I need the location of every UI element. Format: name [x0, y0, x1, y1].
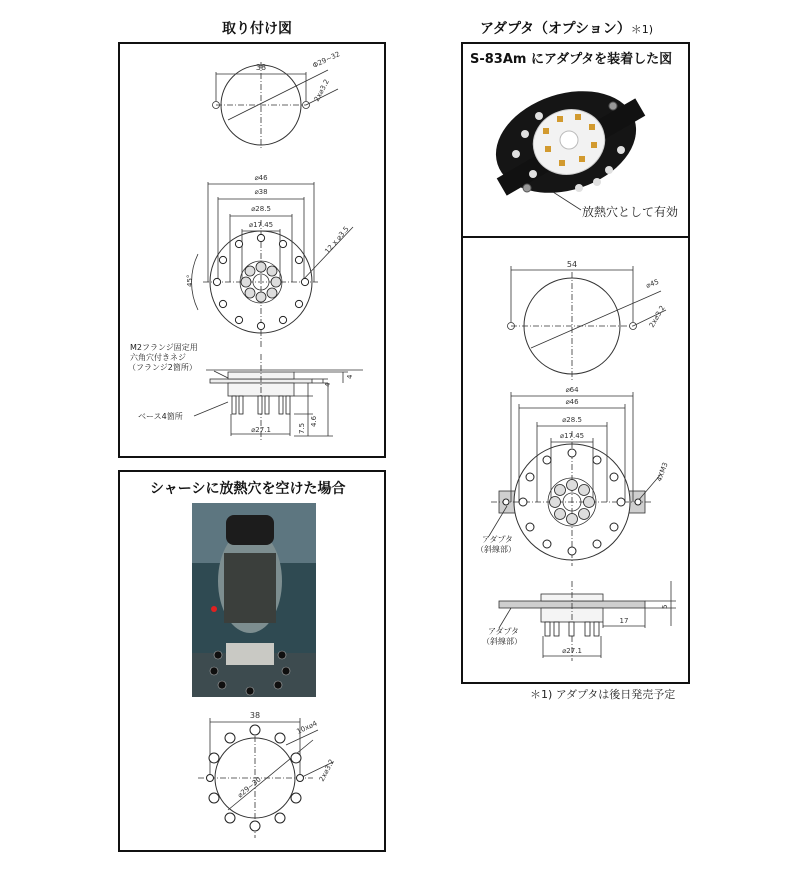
flange-note-2: 六角穴付きネジ — [130, 353, 186, 362]
adapter-mid-sub: （斜線部） — [476, 545, 516, 554]
mounting-title: 取り付け図 — [222, 21, 292, 37]
chassis-photo-led — [211, 606, 217, 612]
adapter-title — [480, 18, 653, 38]
adapter-top-view — [508, 266, 667, 381]
mounting-side-h2: 4 — [324, 382, 332, 387]
mounting-drawing — [118, 42, 386, 458]
chassis-holes2: 2x⌀3.2 — [317, 758, 337, 783]
mounting-mid-d1: ⌀46 — [254, 174, 268, 182]
chassis-drawing-lines — [198, 718, 333, 838]
mounting-side-pins — [232, 396, 290, 414]
mounting-side-d: ⌀27.1 — [251, 426, 271, 434]
adapter-top-holes: 2x⌀3.2 — [647, 304, 667, 329]
adapter-drawing — [461, 236, 690, 684]
mounting-top-view — [213, 62, 339, 148]
chassis-d: ⌀29~30 — [236, 775, 263, 800]
mounting-top-phi: Φ29~32 — [311, 50, 342, 70]
chassis-photo — [192, 503, 316, 697]
adapter-top-d: ⌀45 — [644, 277, 661, 290]
mounting-top-spacing: 38 — [255, 63, 267, 72]
mounting-mid-view — [192, 182, 353, 347]
adapter-title-text: アダプタ（オプション） — [480, 21, 631, 37]
adapter-side-d: ⌀27.1 — [562, 647, 582, 655]
adapter-mid-label: アダプタ — [482, 535, 513, 544]
adapter-photo-leader — [553, 192, 581, 210]
flange-note-1: M2フランジ固定用 — [130, 343, 198, 352]
mounting-mid-angle: 45° — [186, 274, 194, 287]
chassis-holes10: 10x⌀4 — [295, 719, 319, 736]
adapter-side-view — [499, 581, 676, 661]
adapter-side-w: 17 — [619, 617, 629, 625]
adapter-side-pins — [545, 622, 599, 636]
flange-note-3: （フランジ2箇所） — [128, 363, 197, 372]
mounting-side-h4: 4.6 — [310, 415, 318, 427]
chassis-title: シャーシに放熱穴を空けた場合 — [150, 481, 346, 497]
mounting-side-h1: 4 — [346, 374, 354, 379]
adapter-title-note: ＊1) — [630, 23, 654, 36]
adapter-photo-title: S-83Am にアダプタを装着した図 — [470, 52, 673, 67]
adapter-mid-screw: 4XM3 — [655, 461, 670, 483]
chassis-photo-tube-body — [224, 553, 276, 623]
adapter-mid-d4: ⌀17.45 — [559, 432, 585, 440]
adapter-side-sub: （斜線部） — [482, 637, 522, 646]
footnote: ＊1) アダプタは後日発売予定 — [530, 688, 676, 701]
mounting-side-view — [194, 354, 363, 440]
chassis-drawing — [118, 700, 386, 852]
adapter-side-h: 5 — [661, 604, 669, 609]
mounting-mid-d3: ⌀28.5 — [251, 205, 271, 213]
adapter-mid-d3: ⌀28.5 — [562, 416, 582, 424]
adapter-mid-d2: ⌀46 — [565, 398, 579, 406]
base-note: ベース4箇所 — [138, 412, 183, 421]
mounting-top-holes: 2x⌀3.2 — [312, 78, 332, 103]
mounting-mid-d2: ⌀38 — [254, 188, 268, 196]
chassis-photo-tube-cap — [226, 515, 274, 545]
chassis-spacing: 38 — [249, 711, 261, 720]
adapter-mid-d1: ⌀64 — [565, 386, 579, 394]
mounting-mid-d4: ⌀17.45 — [248, 221, 274, 229]
adapter-top-spacing: 54 — [566, 260, 578, 269]
adapter-photo-note: 放熱穴として有効 — [582, 205, 679, 219]
adapter-photo-center — [560, 131, 578, 149]
adapter-side-label: アダプタ — [488, 627, 519, 636]
mounting-side-h3: 7.5 — [298, 422, 306, 434]
chassis-photo-tube-base — [226, 643, 274, 665]
mounting-mid-holes: 12 x ⌀3.5 — [323, 224, 351, 256]
